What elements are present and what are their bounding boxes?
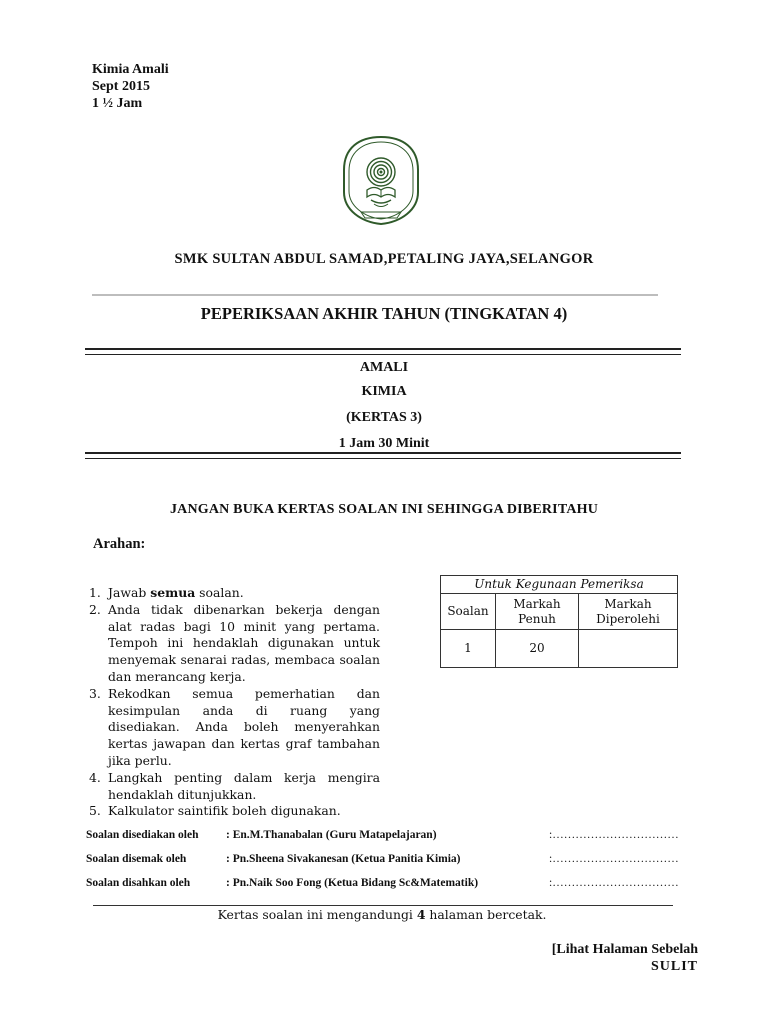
signatory-role: Soalan disemak oleh <box>86 853 187 865</box>
table-cell-question: 1 <box>441 630 496 668</box>
paper-subject: KIMIA <box>361 384 407 399</box>
warning-text: JANGAN BUKA KERTAS SOALAN INI SEHINGGA DIBERITAHU <box>169 502 599 517</box>
school-name: SMK SULTAN ABDUL SAMAD,PETALING JAYA,SELANGOR <box>174 251 594 267</box>
instruction-item <box>89 585 380 602</box>
school-seal-logo <box>341 134 421 226</box>
instruction-text: Jawab <box>108 585 151 600</box>
instruction-number: 2. <box>89 601 101 617</box>
instruction-number: 1. <box>89 585 101 600</box>
next-page-note: [Lihat Halaman Sebelah <box>551 942 698 957</box>
instruction-number: 4. <box>89 769 101 785</box>
instruction-item <box>89 686 380 770</box>
signatory-name: : Pn.Sheena Sivakanesan (Ketua Panitia Kimia) <box>226 853 461 865</box>
divider-double-top <box>85 348 681 355</box>
signatory-row <box>86 853 706 869</box>
header-cell-full-marks: Markah Penuh <box>496 594 579 630</box>
instruction-number: 5. <box>89 803 101 819</box>
signatory-row <box>86 877 706 893</box>
subject-label: Kimia Amali <box>92 62 169 77</box>
instruction-text: soalan. <box>195 585 244 600</box>
instruction-text: Rekodkan semua pemerhatian dan kesimpulan anda di ruang yang disediakan. Anda boleh menyerahkan kertas jawapan dan kertas graf tambahan jika perlu. <box>108 685 380 768</box>
header-cell-question: Soalan <box>441 594 496 630</box>
table-cell-full-marks: 20 <box>496 630 579 668</box>
divider-double-bottom <box>85 452 681 459</box>
page-count-note <box>0 907 766 922</box>
signatory-role: Soalan disediakan oleh <box>86 829 199 841</box>
paper-time: 1 Jam 30 Minit <box>338 436 430 451</box>
signature-line: :…………………………… <box>549 853 679 865</box>
instruction-text: Langkah penting dalam kerja mengira hendaklah ditunjukkan. <box>108 769 380 802</box>
paper-number: (KERTAS 3) <box>346 410 422 425</box>
instruction-text: Anda tidak dibenarkan bekerja dengan alat radas bagi 10 minit yang pertama. Tempoh ini hendaklah digunakan untuk menyemak senarai radas, membaca soalan dan merancang kerja. <box>108 601 380 684</box>
instruction-number: 3. <box>89 685 101 701</box>
instructions-list <box>89 585 380 820</box>
signatory-name: : En.M.Thanabalan (Guru Matapelajaran) <box>226 829 437 841</box>
exam-title: PEPERIKSAAN AKHIR TAHUN (TINGKATAN 4) <box>200 304 568 323</box>
divider-footer <box>93 905 673 906</box>
examiner-table-caption: Untuk Kegunaan Pemeriksa <box>441 576 678 594</box>
examiner-table <box>440 575 678 668</box>
page-count-text: Kertas soalan ini mengandungi <box>217 907 417 922</box>
signature-line: :…………………………… <box>549 877 679 889</box>
exam-duration: 1 ½ Jam <box>92 96 143 111</box>
signature-line: :…………………………… <box>549 829 679 841</box>
page-count-text: halaman bercetak. <box>425 907 547 922</box>
instruction-item <box>89 803 380 820</box>
instruction-emphasis: semua <box>150 585 196 600</box>
instructions-heading: Arahan: <box>93 536 146 552</box>
instruction-item <box>89 602 380 686</box>
divider-grey <box>92 294 658 296</box>
instruction-item <box>89 770 380 804</box>
header-cell-marks-obtained: Markah Diperolehi <box>579 594 678 630</box>
page-count-number: 4 <box>416 907 426 922</box>
signatory-role: Soalan disahkan oleh <box>86 877 191 889</box>
classification-label: SULIT <box>650 959 698 974</box>
instruction-text: Kalkulator saintifik boleh digunakan. <box>108 803 341 819</box>
signatory-name: : Pn.Naik Soo Fong (Ketua Bidang Sc&Matematik) <box>226 877 479 889</box>
signatory-row <box>86 829 706 845</box>
paper-type: AMALI <box>359 360 409 375</box>
table-cell-marks-obtained[interactable] <box>579 630 678 668</box>
exam-date: Sept 2015 <box>92 79 150 94</box>
